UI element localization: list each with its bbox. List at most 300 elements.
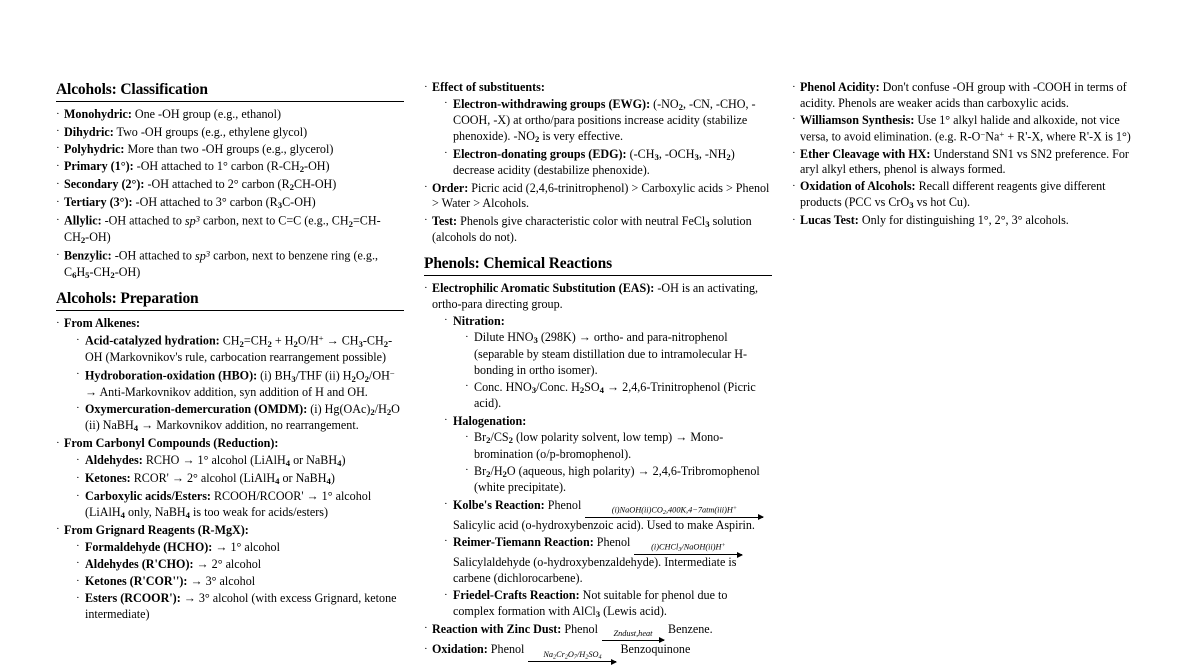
subscript: 4 [599,384,604,395]
text-post: Benzene. [665,621,713,636]
subscript: 2 [553,654,557,661]
t1: RCOOH/RCOOR' → 1° alcohol (LiAlH [85,489,372,519]
text-benzylic-4: -CH [89,264,111,279]
term-formaldehyde: Formaldehyde (HCHO): [85,539,213,554]
list-classification [56,107,404,281]
heading-rule [56,310,404,311]
subscript: 2 [293,338,298,349]
list-item-polyhydric [56,142,404,158]
list-item-friedel-crafts [444,588,772,620]
superscript: + [318,333,324,344]
term-omdm: Oxymercuration-demercuration (OMDM): [85,401,308,416]
bullet-icon: · [792,213,796,226]
text-allylic-3: =CH-CH [64,213,381,245]
section-common-mistakes [792,80,1140,229]
bullet-icon: · [465,464,469,477]
t5: → Anti-Markovnikov addition, syn addition of H and OH. [85,384,368,399]
text-formaldehyde: → 1° alcohol [212,539,280,554]
text-phenol-acidity: Don't confuse -OH group with -COOH in terms of acidity. Phenols are weaker acids than carboxylic acids. [800,80,1127,110]
term-reimer: Reimer-Tiemann Reaction: [453,534,594,549]
bullet-icon: · [424,214,428,227]
list-item-ketones-grignard [76,574,404,590]
term-from-carbonyl: From Carbonyl Compounds (Reduction): [64,436,279,451]
section-phenols-acidity [424,80,772,246]
list-item-test [424,214,772,246]
subscript: 5 [85,269,90,280]
t2: /H [490,463,503,478]
sublist-substituents [432,97,772,179]
t1: RCHO → 1° alcohol (LiAlH [142,453,286,468]
t3: ) [330,471,335,486]
list-item-conc-hno3 [465,380,772,412]
list-item-kolbe [444,498,772,534]
subscript: 2 [110,269,115,280]
subscript: 2 [80,235,86,246]
t1: Br [474,430,487,445]
text-pre: Phenol [561,621,601,636]
subscript: 4 [275,476,280,487]
term-ether-cleavage: Ether Cleavage with HX: [800,146,931,161]
text-secondary-2: CH-OH) [294,177,337,192]
bullet-icon: · [56,159,60,172]
bullet-icon: · [792,80,796,93]
t7: -OH (Markovnikov's rule, carbocation rearrangement possible) [85,333,393,365]
list-item-tertiary [56,195,404,212]
arrow-shaft [528,661,616,662]
term-lucas: Lucas Test: [800,213,859,228]
list-item-ketones-reduction [76,471,404,488]
t1: Conc. HNO [474,379,532,394]
list-item-acid-hydration [76,333,404,366]
lab-5: SO [588,649,599,659]
bullet-icon: · [465,330,469,343]
list-item-ewg [444,97,772,146]
t2: or NaBH [279,471,327,486]
text-allylic-2: carbon, next to C=C (e.g., CH [200,213,349,228]
lab-2: ,400K,4−7atm(iii)H [665,505,733,515]
t3: is very effective. [539,128,624,143]
reaction-arrow-zinc [602,630,664,640]
list-phenol-reactions [424,281,772,662]
bullet-icon: · [465,430,469,443]
bullet-icon: · [56,316,60,329]
subscript: 2 [351,373,356,384]
bullet-icon: · [56,107,60,120]
lab-1: Na [543,649,554,659]
term-from-grignard: From Grignard Reagents (R-MgX): [64,522,249,537]
list-item-reimer-tiemann [444,535,772,587]
list-item-williamson [792,113,1140,145]
list-item-dilute-hno3 [465,330,772,378]
bullet-icon: · [444,498,448,511]
text-primary: -OH attached to 1° carbon (R-CH [133,159,300,174]
t4: → Markovnikov addition, no rearrangement. [138,418,359,433]
column-left [56,80,404,631]
list-phenol-acidity [424,80,772,246]
subscript: 2 [579,384,585,395]
t5: → CH [323,333,359,348]
t1: (i) BH [257,368,292,383]
t1: (-NO [650,96,679,111]
subscript: 4 [120,510,125,521]
t3: ) [341,453,346,468]
superscript: + [999,128,1005,139]
reaction-arrow-kolbe [585,506,763,518]
list-item-phenol-acidity [792,80,1140,111]
text-allylic: -OH attached to [101,213,185,228]
list-item-br2-cs2 [465,430,772,462]
reaction-arrow-reimer [634,543,742,555]
list-item-halogenation [444,414,772,497]
subscript: 3 [595,608,601,619]
text-benzylic-5: -OH) [114,264,141,279]
bullet-icon: · [76,368,80,381]
subscript: 3 [694,152,699,163]
sublist-nitration [453,330,772,412]
superscript: − [389,367,395,378]
t2: solution (alcohols do not). [432,213,752,245]
t2: , -CN, -CHO, -COOH, -X) at ortho/para positions increase acidity (stabilize phenoxide). -NO [453,96,756,143]
lab-4: /H [576,649,586,659]
term-polyhydric: Polyhydric: [64,141,125,156]
text-lucas: Only for distinguishing 1°, 2°, 3° alcohols. [858,213,1069,228]
text-esters-g: → 3° alcohol (with excess Grignard, ketone intermediate) [85,591,397,621]
term-zinc: Reaction with Zinc Dust: [432,621,562,636]
t2: Na [985,129,1000,144]
text-eas: -OH is an activating, ortho-para directing group. [432,281,759,311]
subscript: 4 [337,458,342,469]
t3: O [355,368,365,383]
subscript: 2 [486,435,491,446]
list-item-secondary [56,177,404,194]
arrow-label [634,543,742,554]
t1: Phenols give characteristic color with neutral FeCl [457,213,706,228]
t2: (Lewis acid). [600,603,667,618]
arrow-label [528,651,616,661]
bullet-icon: · [444,414,448,426]
term-allylic: Allylic: [64,213,102,228]
t3: + H [271,333,294,348]
math-sp3 [195,249,210,263]
arrow-label: Zndust,heat [613,629,653,639]
subscript: 2 [502,469,507,480]
list-item-edg [444,147,772,179]
subscript: 3 [531,384,537,395]
superscript: + [732,505,737,512]
bullet-icon: · [76,333,80,346]
list-item-ether-cleavage [792,147,1140,178]
list-item-nitration [444,314,772,412]
t3: + R'-X, where R'-X is 1°) [1004,129,1131,144]
term-effect: Effect of substituents: [432,80,545,94]
t1: CH [219,333,240,348]
text-benzylic: -OH attached to [111,248,195,263]
text-post: Salicylaldehyde (o-hydroxybenzaldehyde). Intermediate is carbene (dichlorocarbene). [453,555,737,585]
text-dihydric: Two -OH groups (e.g., ethylene glycol) [113,124,308,139]
bullet-icon: · [424,622,428,635]
text-polyhydric: More than two -OH groups (e.g., glycerol) [124,141,334,156]
term-tertiary: Tertiary (3°): [64,195,133,210]
bullet-icon: · [444,147,448,160]
t3: O (aqueous, high polarity) → 2,4,6-Tribromophenol (white precipitate). [474,463,760,495]
superscript: − [980,128,986,139]
arrow-shaft [585,517,763,518]
list-item-aldehydes-reduction [76,453,404,470]
math-exp: 3 [205,248,211,259]
subscript: 3 [909,200,914,211]
text-pre: Phenol [487,642,528,657]
term-esters-g: Esters (RCOOR'): [85,591,181,606]
t1: RCOR' → 2° alcohol (LiAlH [130,471,276,486]
bullet-icon: · [56,177,60,190]
arrow-shaft [634,554,742,555]
text-benzylic-2: carbon, next to benzene ring (e.g., C [64,248,379,279]
list-item-lucas-test [792,213,1140,229]
bullet-icon: · [465,380,469,393]
math-base: sp [194,248,206,263]
text-pre: Phenol [593,534,634,549]
term-order: Order: [432,180,469,195]
term-hbo: Hydroboration-oxidation (HBO): [85,368,258,383]
bullet-icon: · [444,314,448,327]
term-test: Test: [432,213,458,228]
list-item-order [424,181,772,212]
subscript: 4 [598,654,602,661]
bullet-icon: · [792,147,796,160]
bullet-icon: · [76,540,80,553]
sublist-from-alkenes [64,333,404,435]
subscript: 2 [267,338,272,349]
t2: /THF (ii) H [295,368,352,383]
bullet-icon: · [76,402,80,415]
math-sp3 [185,214,200,228]
bullet-icon: · [56,195,60,208]
list-item-benzylic [56,248,404,281]
list-item-br2-h2o [465,464,772,496]
bullet-icon: · [76,591,80,604]
subscript: 2 [508,435,513,446]
sublist-halogenation [453,430,772,496]
term-oxidation-alcohols: Oxidation of Alcohols: [800,179,916,194]
term-eas: Electrophilic Aromatic Substitution (EAS): [432,281,655,296]
bullet-icon: · [792,113,796,126]
list-item-zinc-dust [424,622,772,641]
list-item-eas [424,281,772,620]
lab-2: /NaOH(ii)H [681,542,722,552]
subscript: 2 [348,218,353,229]
term-primary: Primary (1°): [64,159,134,174]
bullet-icon: · [444,535,448,548]
subscript: 2 [299,164,305,175]
list-item-esters-grignard [76,591,404,622]
sublist-from-carbonyl [64,453,404,521]
subscript: 4 [133,423,139,434]
t1: (-CH [626,146,655,161]
list-item-formaldehyde [76,540,404,556]
subscript: 4 [185,510,191,521]
list-item-dihydric [56,125,404,141]
heading-rule [56,101,404,102]
bullet-icon: · [424,281,428,294]
t1: Use 1° alkyl halide and alkoxide, not vice versa, to avoid elimination. (e.g. R-O [800,112,1120,144]
list-item-aldehydes-grignard [76,557,404,573]
t4: O/H [297,333,319,348]
bullet-icon: · [56,436,60,449]
bullet-icon: · [56,142,60,155]
text-aldehydes-g: → 2° alcohol [193,556,262,571]
subscript: 3 [678,547,682,554]
t3: (low polarity solvent, low temp) → Mono-bromination (o/p-bromophenol). [474,430,724,461]
heading-phenols-reactions: Phenols: Chemical Reactions [424,254,612,272]
list-item-oxidation [424,642,772,662]
t2: , -OCH [658,146,695,161]
term-oxidation: Oxidation: [432,642,488,657]
t2: or NaBH [290,453,338,468]
subscript: 2 [364,373,369,384]
arrow-label [585,506,763,517]
bullet-icon: · [424,80,428,93]
subscript: 3 [705,218,710,229]
reaction-arrow-oxidation [528,651,616,662]
bullet-icon: · [792,179,796,192]
subscript: 4 [326,476,331,487]
bullet-icon: · [444,97,448,110]
t4: /OH [368,368,390,383]
text-post: Salicylic acid (o-hydroxybenzoic acid). Used to make Aspirin. [453,517,755,532]
text-benzylic-3: H [76,264,86,279]
subscript: 2 [678,101,683,112]
term-ketones-g: Ketones (R'COR''): [85,574,188,588]
bullet-icon: · [56,125,60,138]
term-kolbe: Kolbe's Reaction: [453,497,545,512]
bullet-icon: · [56,523,60,536]
t4: → 2,4,6-Trinitrophenol (Picric acid). [474,379,756,411]
subscript: 2 [289,182,294,193]
t1: Dilute HNO [474,330,534,345]
text-ketones-g: → 3° alcohol [187,574,256,588]
term-halogenation: Halogenation: [453,413,527,428]
t1: Not suitable for phenol due to complex formation with AlCl [453,588,728,618]
term-from-alkenes: From Alkenes: [64,316,141,331]
lab-2: Cr [556,649,565,659]
subscript: 2 [726,152,731,163]
subscript: 6 [72,269,77,280]
list-item-effect-substituents [424,80,772,179]
heading-rule [424,275,772,276]
list-item-carboxylic-esters [76,489,404,521]
bullet-icon: · [76,471,80,484]
t2: only, NaBH [124,504,186,519]
section-alcohols-preparation [56,289,404,623]
bullet-icon: · [424,181,428,194]
bullet-icon: · [76,453,80,466]
sublist-from-grignard [64,540,404,623]
term-friedel: Friedel-Crafts Reaction: [453,588,580,602]
subscript: 7 [573,654,577,661]
t4: ) decrease acidity (destabilize phenoxide). [453,146,735,178]
text-primary-2: -OH) [304,159,330,174]
heading-alcohols-preparation: Alcohols: Preparation [56,290,199,308]
text-tertiary: -OH attached to 3° carbon (R [132,195,278,210]
term-aldehydes: Aldehydes: [85,453,143,468]
t1: Br [474,463,487,478]
term-williamson: Williamson Synthesis: [800,112,915,127]
text-post: Benzoquinone [617,642,691,657]
text-order: Picric acid (2,4,6-trinitrophenol) > Carboxylic acids > Phenol > Water > Alcohols. [432,180,770,211]
term-monohydric: Monohydric: [64,107,132,122]
text-tertiary-2: C-OH) [282,195,316,210]
list-item-omdm [76,402,404,435]
text-pre: Phenol [544,497,585,512]
lab-3: O [567,649,574,659]
text-allylic-4: -OH) [85,230,111,245]
t2: /CS [490,430,509,445]
term-acid-hydration: Acid-catalyzed hydration: [85,333,220,348]
list-item-hbo [76,368,404,401]
t3: O (ii) NaBH [85,401,400,433]
list-item-from-grignard [56,523,404,623]
list-item-from-alkenes [56,316,404,434]
subscript: 3 [358,338,363,349]
list-common-mistakes [792,80,1140,229]
text-ether-cleavage: Understand SN1 vs SN2 preference. For aryl alkyl ethers, phenol is always formed. [800,146,1129,177]
t2: /Conc. H [536,379,580,394]
subscript: 2 [383,338,389,349]
lab-1: (i)CHCl [651,542,679,552]
list-item-allylic [56,213,404,247]
t2: vs hot Cu). [913,195,970,210]
term-edg: Electron-donating groups (EDG): [453,146,627,161]
term-carboxylic: Carboxylic acids/Esters: [85,489,211,504]
bullet-icon: · [76,574,80,587]
t1: Recall different reagents give different products (PCC vs CrO [800,179,1106,210]
t3: is too weak for acids/esters) [190,504,329,519]
list-item-from-carbonyl [56,436,404,521]
t3: , -NH [698,146,727,161]
subscript: 3 [654,152,659,163]
math-base: sp [184,213,196,228]
subscript: 2 [239,338,244,349]
subscript: 3 [291,373,296,384]
subscript: 2 [585,654,589,661]
term-ewg: Electron-withdrawing groups (EWG): [453,96,651,111]
term-ketones: Ketones: [85,471,131,486]
term-benzylic: Benzylic: [64,248,112,263]
term-nitration: Nitration: [453,313,505,328]
subscript: 2 [662,509,666,516]
bullet-icon: · [444,588,448,601]
subscript: 2 [370,407,375,418]
term-phenol-acidity: Phenol Acidity: [800,80,880,94]
t6: -CH [362,333,384,348]
subscript: 2 [386,407,392,418]
column-middle [424,80,772,670]
subscript: 2 [486,469,491,480]
bullet-icon: · [424,642,428,655]
subscript: 4 [285,458,291,469]
superscript: + [721,543,726,550]
arrow-shaft [602,640,664,641]
list-item-oxidation-alcohols [792,179,1140,211]
bullet-icon: · [56,213,60,226]
t2: /H [374,401,387,416]
subscript: 2 [534,134,540,145]
t3: SO [584,379,600,394]
section-phenols-reactions [424,254,772,662]
sublist-eas [432,314,772,621]
lab-1: (i)NaOH(ii)CO [611,505,663,515]
subscript: 2 [564,654,568,661]
